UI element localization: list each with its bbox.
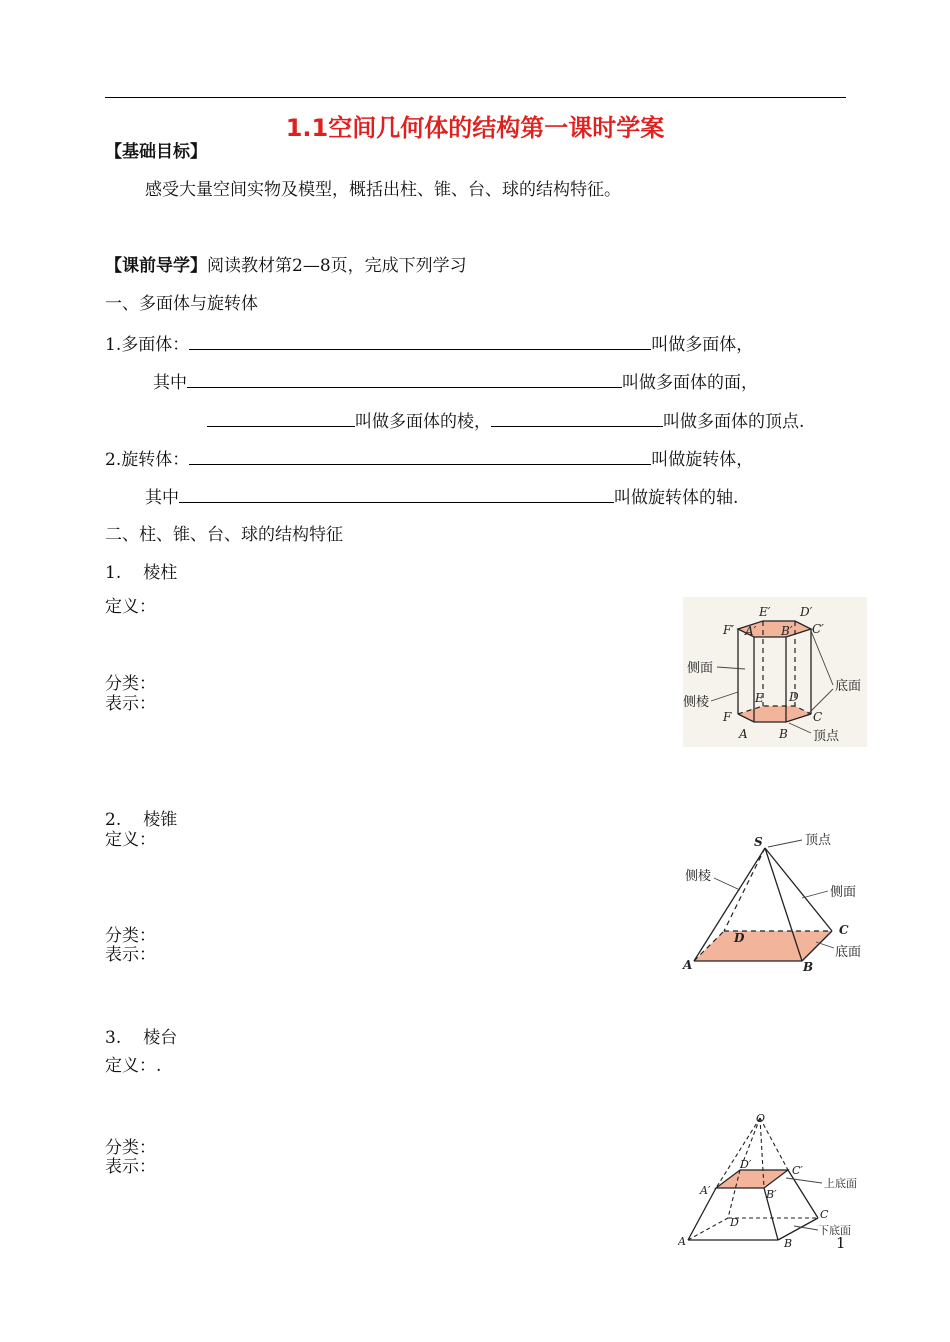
pyramid-label-B: B — [803, 960, 814, 974]
frustum-label-bottom-base: 下底面 — [818, 1224, 851, 1237]
preview-text: 阅读教材第2—8页，完成下列学习 — [207, 256, 467, 276]
edge-suffix: 叫做多面体的棱， — [355, 412, 491, 432]
prism-label-B-top: B′ — [781, 624, 793, 638]
prism-label-side-face: 侧面 — [687, 661, 714, 676]
polyhedron-line — [105, 333, 753, 355]
pyramid-label-side-face: 侧面 — [830, 885, 857, 900]
prism-definition: 定义： — [105, 597, 156, 617]
prism-heading — [105, 563, 177, 583]
pyramid-label-S: S — [754, 835, 763, 849]
axis-suffix: 叫做旋转体的轴. — [614, 488, 739, 508]
pyramid-label-C: C — [839, 923, 849, 937]
pyramid-pointer-vertex — [768, 840, 802, 847]
axis-blank[interactable] — [179, 486, 614, 503]
pyramid-label-vertex: 顶点 — [805, 833, 832, 848]
frustum-name: 棱台 — [143, 1028, 178, 1048]
section1-title: 一、多面体与旋转体 — [105, 294, 258, 314]
header-rule — [105, 97, 846, 98]
preview-heading: 【课前导学】 — [105, 256, 207, 276]
frustum-top-face — [716, 1170, 788, 1188]
frustum-label-B-top: B′ — [766, 1188, 777, 1201]
prism-notation: 表示： — [105, 694, 156, 714]
frustum-label-D: D — [730, 1216, 739, 1229]
revolution-line — [105, 448, 753, 470]
pyramid-label-side-edge: 侧棱 — [685, 869, 712, 884]
frustum-definition: 定义：. — [105, 1056, 162, 1076]
frustum-label-B: B — [784, 1237, 793, 1250]
vertex-blank[interactable] — [491, 410, 663, 427]
polyhedron-suffix: 叫做多面体， — [651, 335, 754, 355]
frustum-figure — [678, 1108, 870, 1250]
goals-text: 感受大量空间实物及模型，概括出柱、锥、台、球的结构特征。 — [145, 180, 621, 200]
prism-label-E: E — [755, 691, 764, 705]
prism-label-base: 底面 — [835, 679, 862, 694]
frustum-label-C-top: C′ — [792, 1164, 803, 1177]
prism-label-F-top: F′ — [723, 623, 735, 637]
prism-label-E-top: E′ — [759, 605, 771, 619]
frustum-label-A: A — [678, 1235, 686, 1248]
pyramid-label-D: D — [734, 931, 745, 945]
prism-figure — [683, 597, 867, 747]
prism-classify: 分类： — [105, 674, 156, 694]
axis-prefix: 其中 — [145, 488, 179, 508]
prism-name: 棱柱 — [143, 563, 178, 583]
face-blank[interactable] — [187, 371, 622, 388]
page-title: 1.1空间几何体的结构第一课时学案 — [285, 114, 665, 142]
polyhedron-blank[interactable] — [189, 333, 651, 350]
pyramid-classify: 分类： — [105, 926, 156, 946]
goals-heading: 【基础目标】 — [105, 142, 207, 162]
pyramid-notation: 表示： — [105, 945, 156, 965]
prism-label-D: D — [789, 690, 799, 704]
polyhedron-face-line — [153, 371, 758, 393]
pyramid-hidden-SD — [724, 848, 765, 931]
polyhedron-edge-line — [207, 410, 804, 432]
frustum-heading — [105, 1028, 177, 1048]
prism-label-A: A — [739, 727, 748, 741]
prism-label-B: B — [779, 727, 788, 741]
frustum-label-C: C — [820, 1208, 829, 1221]
prism-label-D-top: D′ — [800, 605, 813, 619]
revolution-blank[interactable] — [189, 448, 651, 465]
preview-line — [105, 256, 467, 276]
pyramid-edge-SC — [765, 848, 832, 931]
edge-blank[interactable] — [207, 410, 355, 427]
frustum-label-A-top: A′ — [700, 1184, 711, 1197]
pyramid-number: 2. — [105, 810, 122, 830]
face-suffix: 叫做多面体的面， — [622, 373, 758, 393]
pyramid-definition: 定义： — [105, 830, 156, 850]
pyramid-label-base: 底面 — [835, 945, 862, 960]
frustum-classify: 分类： — [105, 1138, 156, 1158]
frustum-label-O: O — [756, 1112, 766, 1125]
frustum-pointer-top-base — [786, 1178, 822, 1183]
frustum-number: 3. — [105, 1028, 122, 1048]
frustum-apex-line-C — [760, 1118, 788, 1170]
prism-label-A-top: A′ — [745, 624, 757, 638]
revolution-label: 2.旋转体： — [105, 450, 190, 470]
prism-label-F: F — [723, 710, 732, 724]
prism-label-vertex: 顶点 — [813, 729, 840, 744]
pyramid-pointer-side-edge — [714, 878, 740, 890]
revolution-suffix: 叫做旋转体， — [651, 450, 754, 470]
vertex-suffix: 叫做多面体的顶点. — [663, 412, 805, 432]
prism-number: 1. — [105, 563, 122, 583]
face-prefix: 其中 — [153, 373, 187, 393]
prism-label-C-top: C′ — [812, 622, 824, 636]
frustum-label-D-top: D′ — [740, 1158, 752, 1171]
prism-label-side-edge: 侧棱 — [683, 695, 710, 710]
pyramid-base-face — [694, 931, 832, 961]
frustum-notation: 表示： — [105, 1157, 156, 1177]
pyramid-pointer-side-face — [802, 891, 828, 898]
pyramid-heading — [105, 810, 177, 830]
page-number: 1 — [836, 1234, 846, 1252]
frustum-edge-C — [788, 1170, 818, 1218]
polyhedron-label: 1.多面体： — [105, 335, 190, 355]
revolution-axis-line — [145, 486, 738, 508]
frustum-label-top-base: 上底面 — [824, 1177, 857, 1190]
section2-title: 二、柱、锥、台、球的结构特征 — [105, 525, 343, 545]
prism-label-C: C — [813, 710, 823, 724]
pyramid-name: 棱锥 — [143, 810, 178, 830]
pyramid-label-A: A — [683, 958, 693, 972]
pyramid-figure — [680, 828, 870, 978]
